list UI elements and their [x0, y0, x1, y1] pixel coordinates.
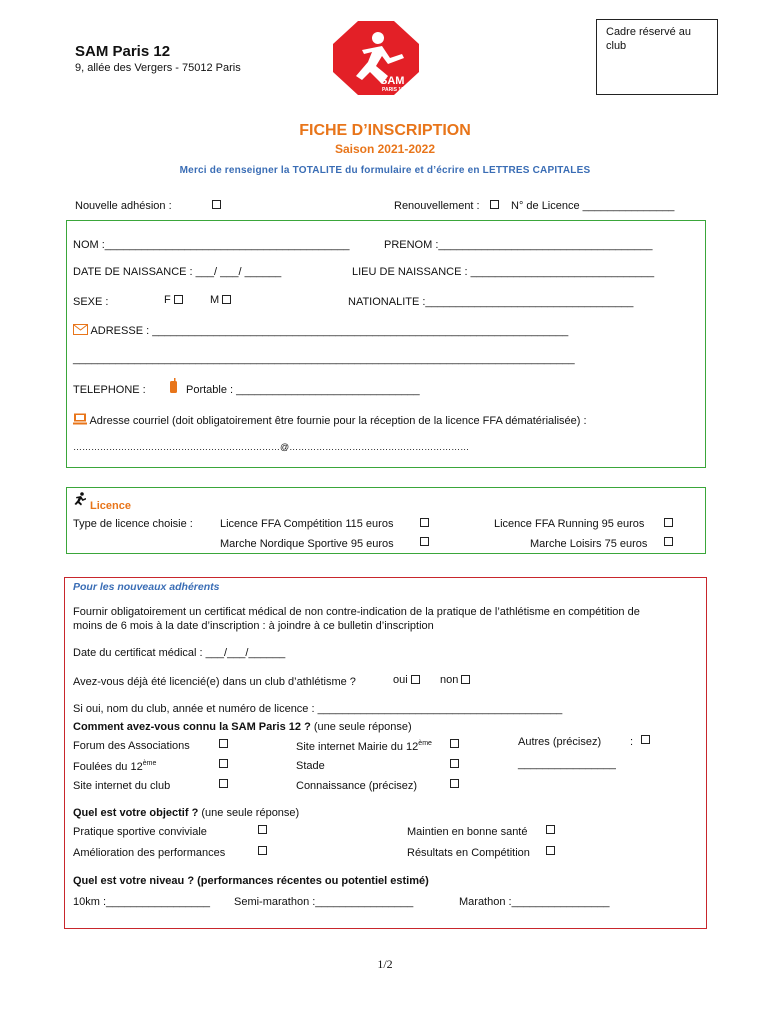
runner-icon	[73, 492, 87, 506]
season: Saison 2021-2022	[334, 142, 436, 156]
birth-place-field[interactable]: LIEU DE NAISSANCE : ______________________________	[352, 266, 655, 278]
licence-loisirs-checkbox[interactable]	[664, 537, 673, 546]
licence-option-loisirs: Marche Loisirs 75 euros	[530, 538, 648, 550]
objective-sante-label: Maintien en bonne santé	[407, 826, 528, 838]
oui-label: oui	[393, 674, 408, 686]
objective-sante-checkbox[interactable]	[546, 825, 555, 834]
email-label: Adresse courriel (doit obligatoirement être fournie pour la réception de la licence FFA dématérialisée) :	[89, 415, 587, 427]
sex-m-label: M	[210, 294, 220, 306]
source-stade-label: Stade	[296, 760, 325, 772]
address-line-2[interactable]: __________________________________________________________________________________	[73, 353, 575, 365]
source-foulees-checkbox[interactable]	[219, 759, 228, 768]
new-membership-checkbox[interactable]	[212, 200, 221, 209]
source-autres-colon: :	[630, 736, 634, 748]
mobile-phone-icon	[169, 378, 179, 394]
level-10km-field[interactable]: 10km :_________________	[73, 896, 211, 908]
page-title: FICHE D’INSCRIPTION	[299, 122, 471, 139]
email-field[interactable]: ……………………………………………………………@……………………………………………………	[73, 442, 470, 452]
already-licensed-question: Avez-vous déjà été licencié(e) dans un club d’athlétisme ?	[73, 676, 356, 688]
source-site-mairie-checkbox[interactable]	[450, 739, 459, 748]
source-autres-checkbox[interactable]	[641, 735, 650, 744]
sex-m-option[interactable]	[210, 294, 231, 306]
sex-label: SEXE :	[73, 296, 109, 308]
renewal-label: Renouvellement :	[394, 200, 480, 212]
objective-resultats-checkbox[interactable]	[546, 846, 555, 855]
logo-subtext: PARIS 12	[382, 87, 404, 93]
non-option[interactable]	[440, 674, 470, 686]
source-site-mairie-text: Site internet Mairie du 12	[296, 741, 419, 753]
logo-text: SAM	[380, 75, 405, 87]
source-site-club-label: Site internet du club	[73, 780, 171, 792]
sex-f-option[interactable]	[164, 294, 183, 306]
source-site-mairie-label	[296, 740, 432, 753]
source-site-mairie-sup: ème	[418, 740, 432, 747]
licence-heading-row	[73, 492, 87, 509]
objective-heading	[73, 807, 299, 819]
nom-field[interactable]: NOM :________________________________________	[73, 239, 350, 251]
objective-perf-label: Amélioration des performances	[73, 847, 226, 859]
licence-number-field[interactable]: N° de Licence _______________	[511, 200, 675, 212]
licence-heading: Licence	[90, 500, 131, 512]
licence-running-checkbox[interactable]	[664, 518, 673, 527]
computer-icon	[73, 413, 87, 425]
source-foulees-label	[73, 760, 156, 773]
non-checkbox[interactable]	[461, 675, 470, 684]
source-forum-label: Forum des Associations	[73, 740, 190, 752]
birth-date-field[interactable]: DATE DE NAISSANCE : ___/ ___/ ______	[73, 266, 282, 278]
licence-nordic-checkbox[interactable]	[420, 537, 429, 546]
level-heading: Quel est votre niveau ? (performances récentes ou potentiel estimé)	[73, 875, 429, 887]
how-known-question: Comment avez-vous connu la SAM Paris 12 ?	[73, 721, 311, 733]
non-label: non	[440, 674, 459, 686]
objective-resultats-label: Résultats en Compétition	[407, 847, 530, 859]
source-foulees-sup: ème	[142, 760, 157, 767]
source-connaissance-checkbox[interactable]	[450, 779, 459, 788]
source-connaissance-label: Connaissance (précisez)	[296, 780, 418, 792]
sex-m-checkbox[interactable]	[222, 295, 231, 304]
reserved-label-2: club	[606, 40, 627, 52]
source-foulees-text: Foulées du 12	[73, 761, 143, 773]
sex-f-label: F	[164, 294, 171, 306]
source-stade-checkbox[interactable]	[450, 759, 459, 768]
club-name: SAM Paris 12	[75, 43, 171, 60]
licence-option-competition: Licence FFA Compétition 115 euros	[220, 518, 394, 530]
sex-f-checkbox[interactable]	[174, 295, 183, 304]
reserved-frame	[596, 19, 718, 95]
licence-type-label: Type de licence choisie :	[73, 518, 193, 530]
envelope-icon	[73, 324, 88, 335]
source-site-club-checkbox[interactable]	[219, 779, 228, 788]
mobile-field[interactable]: Portable : ______________________________	[186, 384, 420, 396]
objective-perf-checkbox[interactable]	[258, 846, 267, 855]
identity-section	[66, 220, 706, 468]
address-field[interactable]: ADRESSE : ____________________________________________________________________	[90, 325, 569, 337]
source-autres-field[interactable]: ________________	[518, 758, 616, 770]
licence-option-nordic: Marche Nordique Sportive 95 euros	[220, 538, 394, 550]
objective-conviviale-checkbox[interactable]	[258, 825, 267, 834]
licence-option-running: Licence FFA Running 95 euros	[494, 518, 645, 530]
nationality-field[interactable]: NATIONALITE :__________________________________	[348, 296, 634, 308]
instructions: Merci de renseigner la TOTALITE du formulaire et d’écrire en LETTRES CAPITALES	[179, 165, 591, 176]
certificate-text-2: moins de 6 mois à la date d’inscription : à joindre à ce bulletin d’inscription	[73, 620, 434, 632]
oui-option[interactable]	[393, 674, 420, 686]
source-autres-label: Autres (précisez)	[518, 736, 602, 748]
objective-conviviale-label: Pratique sportive conviviale	[73, 826, 207, 838]
how-known-note: (une seule réponse)	[310, 721, 412, 733]
licence-competition-checkbox[interactable]	[420, 518, 429, 527]
prenom-field[interactable]: PRENOM :___________________________________	[384, 239, 653, 251]
objective-question: Quel est votre objectif ?	[73, 807, 199, 819]
how-known-heading	[73, 721, 412, 733]
new-membership-label: Nouvelle adhésion :	[75, 200, 172, 212]
renewal-checkbox[interactable]	[490, 200, 499, 209]
level-marathon-field[interactable]: Marathon :________________	[459, 896, 610, 908]
telephone-label: TELEPHONE :	[73, 384, 146, 396]
email-row	[73, 413, 587, 427]
reserved-label-1: Cadre réservé au	[606, 26, 691, 38]
club-address: 9, allée des Vergers - 75012 Paris	[75, 62, 241, 74]
certificate-date-field[interactable]: Date du certificat médical : ___/___/______	[73, 647, 286, 659]
address-row[interactable]	[73, 324, 568, 337]
objective-note: (une seule réponse)	[198, 807, 300, 819]
certificate-text-1: Fournir obligatoirement un certificat médical de non contre-indication de la pratique de l’athlétisme en compétition de	[73, 606, 640, 618]
level-semi-field[interactable]: Semi-marathon :________________	[234, 896, 414, 908]
previous-club-field[interactable]: Si oui, nom du club, année et numéro de licence : ________________________________________	[73, 703, 563, 715]
new-members-heading: Pour les nouveaux adhérents	[73, 581, 220, 593]
page-number: 1/2	[377, 957, 393, 971]
source-forum-checkbox[interactable]	[219, 739, 228, 748]
oui-checkbox[interactable]	[411, 675, 420, 684]
club-logo	[332, 20, 420, 96]
